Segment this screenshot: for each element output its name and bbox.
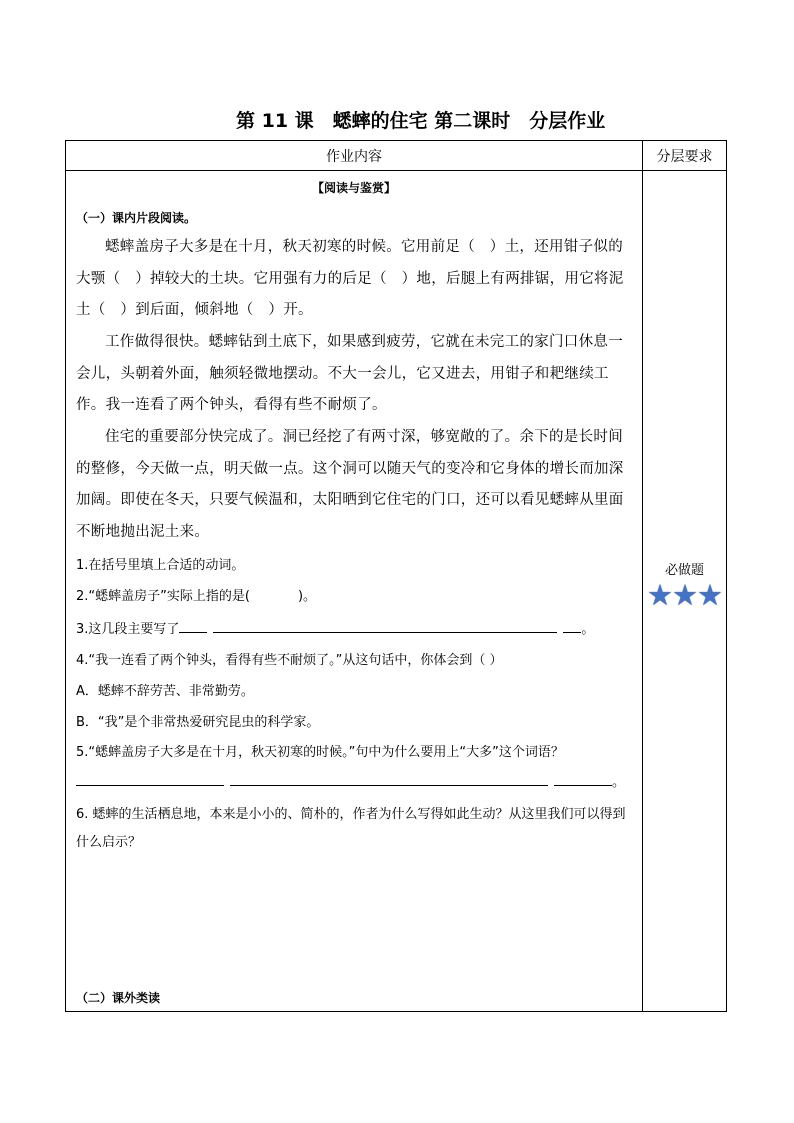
- question-5: 5.“蟋蟀盖房子大多是在十月，秋天初寒的时候。”句中为什么要用上“大多”这个词语？: [76, 745, 564, 760]
- header-level: 分层要求: [643, 141, 727, 171]
- question-2: [76, 585, 316, 604]
- question-1: 1.在括号里填上合适的动词。: [76, 558, 245, 573]
- reading-paragraph-3: 住宅的重要部分快完成了。洞已经挖了有两寸深，够宽敞的了。余下的是长时间的整修，今天做一点，明天做一点。这个洞可以随天气的变冷和它身体的增长而加深加阔。即使在冬天，只要气候温和，太阳晒到它住宅的门口，还可以看见蟋蟀从里面不断地抛出泥土来。: [76, 429, 624, 541]
- question-5-end: 。: [612, 775, 626, 790]
- part2-heading: （二）课外类读: [76, 991, 161, 1005]
- question-6: 6. 蟋蟀的生活栖息地，本来是小小的、简朴的，作者为什么写得如此生动？从这里我们可以得到什么启示？: [76, 807, 626, 850]
- table-header-row: [66, 141, 727, 171]
- question-5-blank-c[interactable]: [554, 772, 612, 786]
- question-2-prefix: 2.“蟋蟀盖房子”实际上指的是(: [76, 589, 250, 604]
- question-3-suffix: 。: [581, 622, 595, 637]
- star-icon: ★: [672, 578, 697, 612]
- question-5-blank-b[interactable]: [230, 772, 548, 786]
- content-cell: [66, 171, 643, 1012]
- question-3-blank-b[interactable]: [213, 619, 557, 633]
- part1-heading: （一）课内片段阅读。: [76, 211, 197, 225]
- level-cell: [643, 171, 727, 1012]
- section-heading: 【阅读与鉴赏】: [311, 181, 396, 195]
- header-content: 作业内容: [66, 141, 643, 171]
- question-4-option-a: A．蟋蟀不辞劳苦、非常勤劳。: [76, 684, 254, 699]
- reading-paragraph-1: 蟋蟀盖房子大多是在十月，秋天初寒的时候。它用前足（ ）土，还用钳子似的大颚（ ）掉较大的土块。它用强有力的后足（ ）地，后腿上有两排锯，用它将泥土（ ）到后面，倾斜地（ ）开。: [76, 239, 624, 319]
- question-5-blank-a[interactable]: [76, 772, 224, 786]
- star-icon: ★: [697, 578, 722, 612]
- reading-paragraph-2: 工作做得很快。蟋蟀钻到土底下，如果感到疲劳，它就在未完工的家门口休息一会儿，头朝着外面，触须轻微地摆动。不大一会儿，它又进去，用钳子和耙继续工作。我一连看了两个钟头，看得有些不耐烦了。: [76, 334, 623, 414]
- question-3: [76, 618, 594, 637]
- homework-table: [65, 140, 727, 1012]
- question-2-suffix: )。: [297, 589, 317, 604]
- question-3-prefix: 3.这几段主要写了: [76, 622, 180, 637]
- level-label: 必做题: [664, 563, 704, 578]
- difficulty-stars: [643, 578, 726, 612]
- question-5-answer-line: [76, 771, 625, 790]
- star-icon: ★: [647, 578, 672, 612]
- question-3-blank-a[interactable]: [179, 619, 207, 633]
- question-4-option-b: B．“我”是个非常热爱研究昆虫的科学家。: [76, 715, 320, 730]
- question-3-blank-c[interactable]: [563, 619, 581, 633]
- question-4: 4.“我一连看了两个钟头，看得有些不耐烦了。”从这句话中，你体会到（ ）: [76, 653, 503, 668]
- page-title: 第 11 课 蟋蟀的住宅 第二课时 分层作业: [236, 110, 606, 132]
- table-body-row: [66, 171, 727, 1012]
